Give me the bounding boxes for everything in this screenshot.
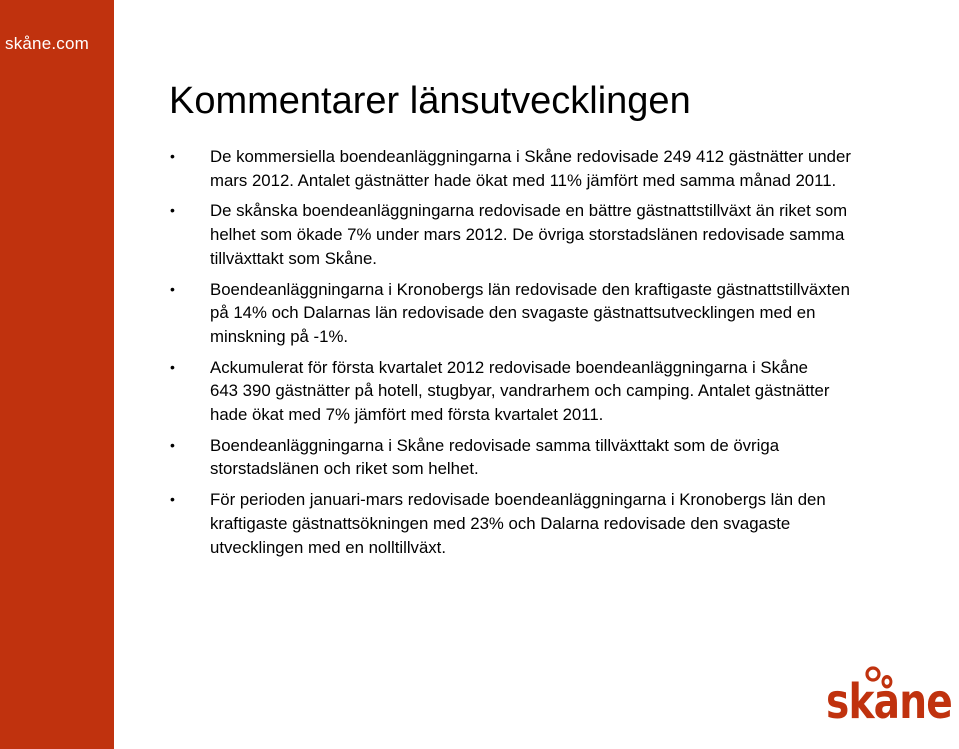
bullet-line: mars 2012. Antalet gästnätter hade ökat med 11% jämfört med samma månad 2011.: [210, 170, 837, 190]
bullet-line: utvecklingen med en nolltillväxt.: [210, 537, 446, 557]
bullet-line: Ackumulerat för första kvartalet 2012 redovisade boendeanläggningarna i Skåne: [210, 357, 808, 377]
bullet-icon: •: [170, 202, 175, 219]
bullet-line: minskning på -1%.: [210, 326, 349, 346]
bullet-line: Boendeanläggningarna i Kronobergs län redovisade den kraftigaste gästnattstillväxten: [210, 279, 850, 299]
bullet-item: [170, 434, 950, 481]
bullet-item: [170, 488, 950, 559]
bullet-icon: •: [170, 358, 175, 375]
bullet-line: 643 390 gästnätter på hotell, stugbyar, vandrarhem och camping. Antalet gästnätter: [210, 381, 830, 401]
bullet-line: De kommersiella boendeanläggningarna i Skåne redovisade 249 412 gästnätter under: [210, 147, 851, 166]
bullet-item: [170, 145, 950, 192]
bullet-line: på 14% och Dalarnas län redovisade den svagaste gästnattsutvecklingen med en: [210, 303, 816, 323]
bullet-line: För perioden januari-mars redovisade boendeanläggningarna i Kronobergs län den: [210, 490, 826, 510]
left-band: [0, 0, 114, 749]
bullet-line: tillväxttakt som Skåne.: [210, 248, 377, 268]
skane-logo: [826, 660, 952, 724]
slide-title: Kommentarer länsutvecklingen: [169, 80, 691, 122]
bullet-icon: •: [170, 280, 175, 297]
bullet-line: kraftigaste gästnattsökningen med 23% och Dalarna redovisade den svagaste: [210, 513, 791, 533]
bullet-line: hade ökat med 7% jämfört med första kvartalet 2011.: [210, 405, 604, 425]
bullet-list: [170, 145, 950, 566]
bullet-item: [170, 199, 950, 270]
bullet-icon: •: [170, 491, 175, 508]
logo-wordmark: skåne: [826, 674, 952, 724]
bullet-line: storstadslänen och riket som helhet.: [210, 459, 479, 479]
site-name: skåne.com: [5, 34, 90, 53]
bullet-line: De skånska boendeanläggningarna redovisade en bättre gästnattstillväxt än riket som: [210, 201, 848, 221]
bullet-item: [170, 278, 950, 349]
bullet-line: helhet som ökade 7% under mars 2012. De övriga storstadslänen redovisade samma: [210, 225, 845, 245]
bullet-line: Boendeanläggningarna i Skåne redovisade samma tillväxttakt som de övriga: [210, 435, 780, 455]
bullet-item: [170, 356, 950, 427]
bullet-icon: •: [170, 436, 175, 453]
bullet-icon: •: [170, 148, 175, 164]
